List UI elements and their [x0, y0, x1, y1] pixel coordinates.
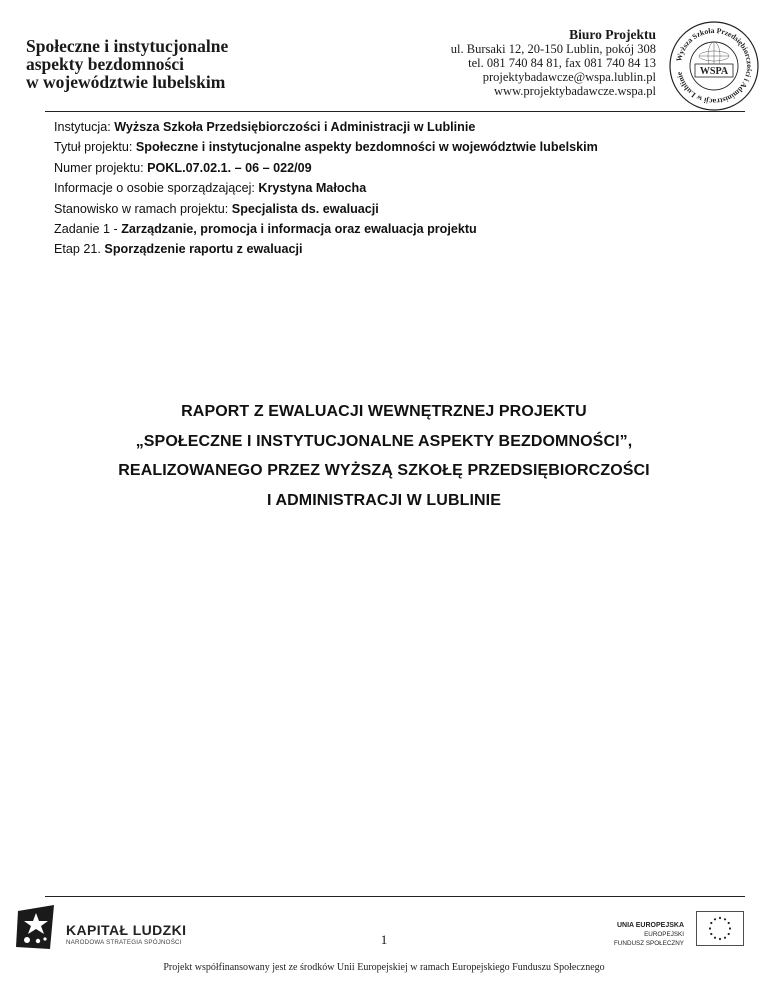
meta-project-number	[54, 158, 598, 178]
meta-value: Krystyna Małocha	[258, 181, 367, 196]
page-header	[0, 0, 768, 112]
page-number: 1	[380, 932, 388, 947]
kapital-ludzki-title: KAPITAŁ LUDZKI	[66, 922, 187, 938]
meta-stage	[54, 239, 598, 259]
meta-institution	[54, 117, 598, 137]
eu-union-label: UNIA EUROPEJSKA	[616, 922, 684, 929]
report-title-line: „SPOŁECZNE I INSTYTUCJONALNE ASPEKTY BEZDOMNOŚCI”,	[135, 432, 633, 450]
eu-fund-label	[600, 921, 684, 948]
project-title-line: w województwie lubelskim	[26, 72, 226, 92]
project-office-contact	[451, 28, 656, 98]
wspa-seal-logo	[668, 20, 760, 112]
meta-label: Zadanie 1 -	[54, 222, 122, 237]
meta-task	[54, 219, 598, 239]
header-divider	[45, 111, 745, 112]
meta-value: Specjalista ds. ewaluacji	[231, 201, 379, 216]
eu-flag-icon	[696, 911, 744, 946]
office-phone: tel. 081 740 84 81, fax 081 740 84 13	[468, 56, 656, 70]
meta-label: Etap 21.	[54, 242, 105, 257]
meta-label: Stanowisko w ramach projektu:	[54, 201, 232, 216]
footer-divider	[45, 896, 745, 897]
meta-label: Informacje o osobie sporządzającej:	[54, 181, 259, 196]
eu-fund-line: FUNDUSZ SPOŁECZNY	[614, 940, 684, 947]
report-title-line: RAPORT Z EWALUACJI WEWNĘTRZNEJ PROJEKTU	[181, 403, 587, 420]
kapital-ludzki-subtitle: NARODOWA STRATEGIA SPÓJNOŚCI	[66, 939, 182, 946]
meta-value: POKL.07.02.1. – 06 – 022/09	[147, 160, 312, 175]
meta-author	[54, 178, 598, 198]
meta-label: Instytucja:	[54, 120, 115, 134]
eu-fund-line: EUROPEJSKI	[644, 931, 684, 938]
meta-value: Społeczne i instytucjonalne aspekty bezdomności w województwie lubelskim	[135, 140, 598, 155]
meta-position	[54, 199, 598, 219]
meta-label: Tytuł projektu:	[54, 140, 136, 155]
office-address: ul. Bursaki 12, 20-150 Lublin, pokój 308	[450, 42, 656, 56]
report-title-line: REALIZOWANEGO PRZEZ WYŻSZĄ SZKOŁĘ PRZEDSIĘBIORCZOŚCI	[118, 462, 650, 479]
seal-acronym: WSPA	[699, 66, 729, 77]
meta-label: Numer projektu:	[54, 160, 148, 175]
project-title-block	[26, 37, 228, 91]
seal-ring-text: Wyższa Szkoła Przedsiębiorczości i Administracji w Lublinie	[674, 25, 755, 107]
meta-value: Zarządzanie, promocja i informacja oraz ewaluacja projektu	[121, 222, 477, 237]
report-title-line: I ADMINISTRACJI W LUBLINIE	[267, 491, 501, 509]
office-email[interactable]: projektybadawcze@wspa.lublin.pl	[482, 70, 656, 84]
project-meta-list	[54, 117, 598, 260]
office-name: Biuro Projektu	[569, 27, 656, 42]
project-title-line: Społeczne i instytucjonalne	[26, 36, 229, 56]
cofinancing-note: Projekt współfinansowany jest ze środków Unii Europejskiej w ramach Europejskiego Funduszu Społecznego	[163, 962, 605, 973]
project-title-line: aspekty bezdomności	[26, 54, 184, 74]
meta-value: Sporządzenie raportu z ewaluacji	[104, 242, 303, 257]
meta-project-title	[54, 137, 598, 157]
report-title	[0, 397, 768, 515]
meta-value: Wyższa Szkoła Przedsiębiorczości i Administracji w Lublinie	[114, 120, 476, 134]
office-website[interactable]: www.projektybadawcze.wspa.pl	[494, 84, 656, 98]
